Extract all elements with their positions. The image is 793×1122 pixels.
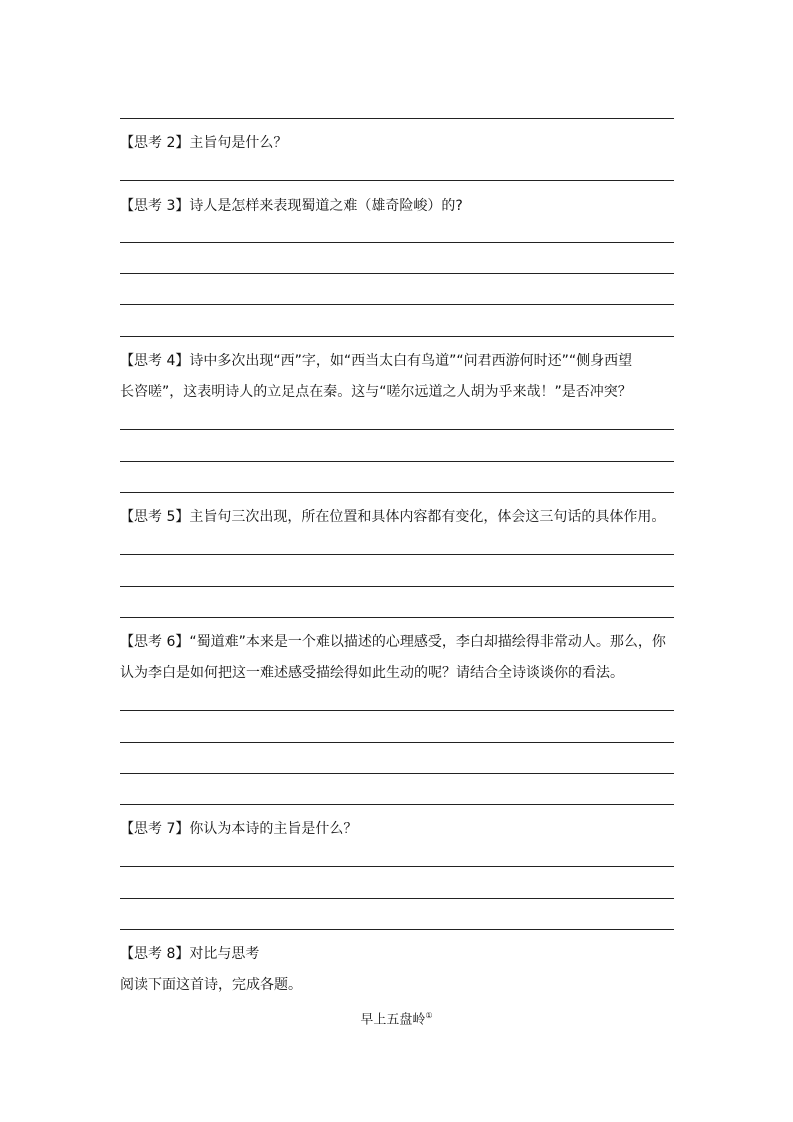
answer-line[interactable] <box>120 773 674 774</box>
question-3: 【思考 3】诗人是怎样来表现蜀道之难（雄奇险峻）的? <box>120 198 463 214</box>
answer-line <box>120 118 674 119</box>
question-6-line-1: 【思考 6】“蜀道难”本来是一个难以描述的心理感受，李白却描绘得非常动人。那么，你 <box>120 634 666 650</box>
answer-line[interactable] <box>120 586 674 587</box>
answer-line[interactable] <box>120 898 674 899</box>
answer-line[interactable] <box>120 336 674 337</box>
answer-line[interactable] <box>120 273 674 274</box>
answer-line[interactable] <box>120 742 674 743</box>
question-2: 【思考 2】主旨句是什么？ <box>120 135 288 151</box>
question-6-line-2: 认为李白是如何把这一难述感受描绘得如此生动的呢？请结合全诗谈谈你的看法。 <box>120 665 624 681</box>
answer-line[interactable] <box>120 492 674 493</box>
answer-line[interactable] <box>120 304 674 305</box>
instruction-text: 阅读下面这首诗，完成各题。 <box>120 977 302 993</box>
question-7: 【思考 7】你认为本诗的主旨是什么？ <box>120 821 358 837</box>
answer-line[interactable] <box>120 804 674 805</box>
question-4-line-1: 【思考 4】诗中多次出现“西”字，如“西当太白有鸟道”“问君西游何时还”“侧身西望 <box>120 353 633 369</box>
answer-line[interactable] <box>120 429 674 430</box>
answer-line[interactable] <box>120 866 674 867</box>
question-8: 【思考 8】对比与思考 <box>120 946 260 962</box>
answer-line[interactable] <box>120 617 674 618</box>
answer-line[interactable] <box>120 242 674 243</box>
answer-line[interactable] <box>120 554 674 555</box>
answer-line[interactable] <box>120 929 674 930</box>
question-5: 【思考 5】主旨句三次出现，所在位置和具体内容都有变化，体会这三句话的具体作用。 <box>120 509 666 525</box>
poem-title <box>0 1007 793 1029</box>
answer-line[interactable] <box>120 461 674 462</box>
poem-title-text: 早上五盘岭 <box>360 1012 426 1028</box>
answer-line[interactable] <box>120 180 674 181</box>
footnote-marker: ① <box>425 1011 433 1020</box>
answer-line[interactable] <box>120 710 674 711</box>
question-4-line-2: 长咨嗟”，这表明诗人的立足点在秦。这与“嗟尔远道之人胡为乎来哉！”是否冲突？ <box>120 384 632 400</box>
